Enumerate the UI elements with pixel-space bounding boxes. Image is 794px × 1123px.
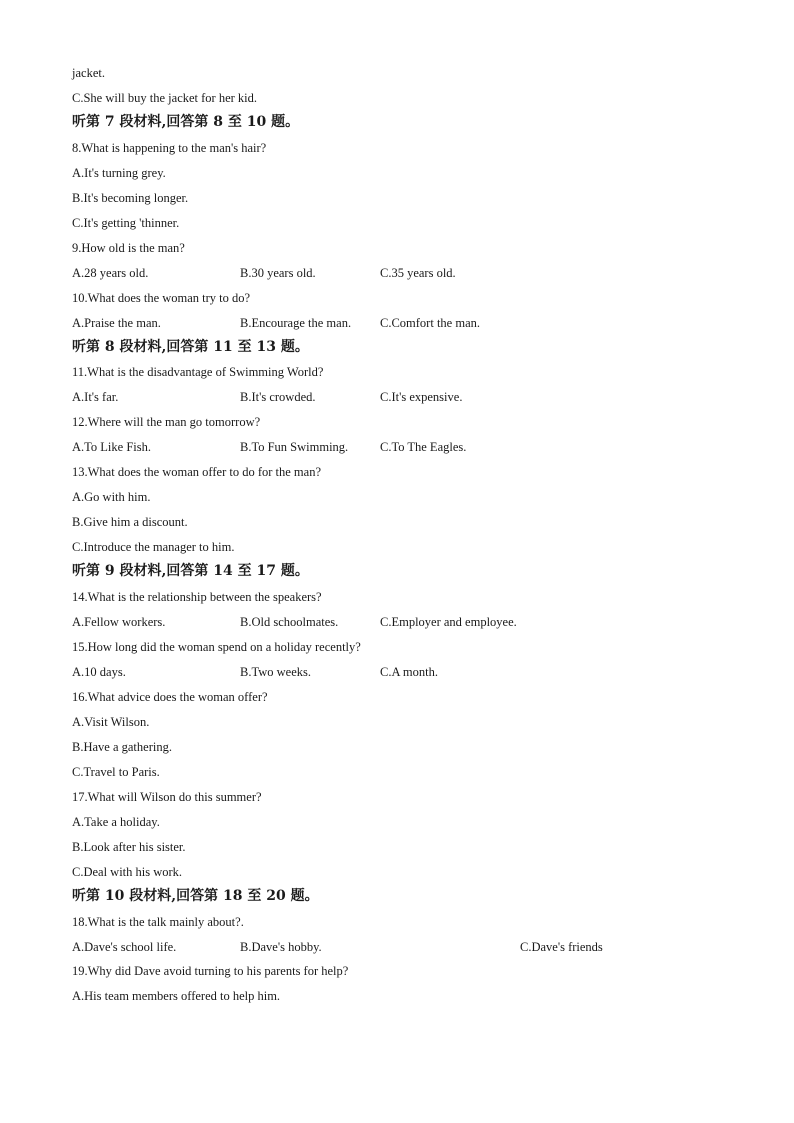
question-19: 19.Why did Dave avoid turning to his parents for help? (72, 964, 349, 978)
option-c: C.It's expensive. (380, 390, 463, 404)
option-a: A.To Like Fish. (72, 440, 151, 454)
option-c: C.A month. (380, 665, 438, 679)
question-10: 10.What does the woman try to do? (72, 291, 251, 305)
option-c: C.To The Eagles. (380, 440, 467, 454)
option-a: A.It's turning grey. (72, 166, 166, 180)
question-15: 15.How long did the woman spend on a holiday recently? (72, 640, 361, 654)
section-heading-7: 听第 7 段材料,回答第 8 至 10 题。 (72, 114, 300, 130)
option-c: C.Employer and employee. (380, 615, 517, 629)
section-heading-9: 听第 9 段材料,回答第 14 至 17 题。 (72, 563, 309, 579)
option-b: B.Look after his sister. (72, 840, 186, 854)
option-a: A.Visit Wilson. (72, 715, 150, 729)
option-c: C.She will buy the jacket for her kid. (72, 91, 258, 105)
question-12: 12.Where will the man go tomorrow? (72, 415, 261, 429)
option-c: C.Introduce the manager to him. (72, 540, 235, 554)
option-a: A.28 years old. (72, 266, 149, 280)
option-c: C.35 years old. (380, 266, 456, 280)
option-a: A.Fellow workers. (72, 615, 166, 629)
option-c: C.Dave's friends (520, 940, 603, 954)
option-b: B.30 years old. (240, 266, 316, 280)
option-a: A.Praise the man. (72, 316, 161, 330)
option-b: B.To Fun Swimming. (240, 440, 349, 454)
option-c: C.It's getting 'thinner. (72, 216, 180, 230)
option-c: C.Comfort the man. (380, 316, 480, 330)
option-b: B.Have a gathering. (72, 740, 172, 754)
option-b: B.Give him a discount. (72, 515, 188, 529)
question-9: 9.How old is the man? (72, 241, 185, 255)
option-c: C.Travel to Paris. (72, 765, 160, 779)
option-a: A.Go with him. (72, 490, 151, 504)
option-b: B.It's crowded. (240, 390, 316, 404)
question-17: 17.What will Wilson do this summer? (72, 790, 262, 804)
question-14: 14.What is the relationship between the speakers? (72, 590, 322, 604)
option-b: B.Old schoolmates. (240, 615, 339, 629)
option-a: A.It's far. (72, 390, 119, 404)
option-c: C.Deal with his work. (72, 865, 183, 879)
question-18: 18.What is the talk mainly about?. (72, 915, 244, 929)
section-heading-8: 听第 8 段材料,回答第 11 至 13 题。 (72, 339, 309, 355)
option-b: B.It's becoming longer. (72, 191, 189, 205)
question-16: 16.What advice does the woman offer? (72, 690, 268, 704)
section-heading-10: 听第 10 段材料,回答第 18 至 20 题。 (72, 888, 319, 904)
option-a: A.Dave's school life. (72, 940, 177, 954)
option-b: B.Two weeks. (240, 665, 311, 679)
option-b: B.Encourage the man. (240, 316, 352, 330)
question-13: 13.What does the woman offer to do for the man? (72, 465, 321, 479)
option-a: A.His team members offered to help him. (72, 989, 281, 1003)
text-line: jacket. (72, 66, 105, 80)
option-a: A.10 days. (72, 665, 126, 679)
question-8: 8.What is happening to the man's hair? (72, 141, 267, 155)
option-a: A.Take a holiday. (72, 815, 160, 829)
option-b: B.Dave's hobby. (240, 940, 322, 954)
question-11: 11.What is the disadvantage of Swimming World? (72, 365, 324, 379)
